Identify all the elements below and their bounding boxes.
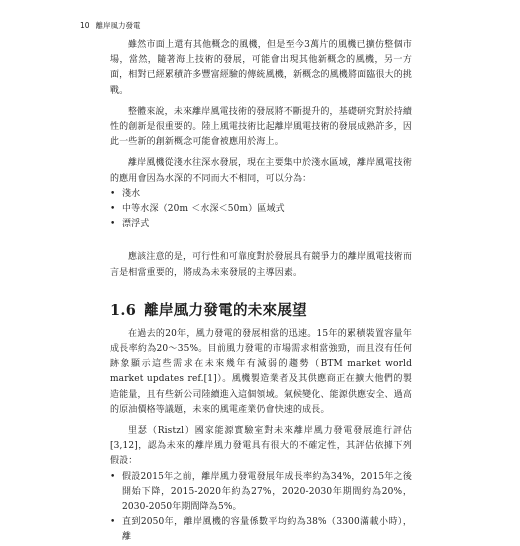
list-item: • 漂浮式 (110, 217, 412, 232)
running-title: 離岸風力發電 (95, 21, 141, 30)
list-item: • 中等水深（20m ＜水深＜50m）區域式 (110, 202, 412, 217)
bullet-icon: • (110, 204, 116, 215)
paragraph-new-concepts: 雖然市面上還有其他概念的風機，但是至今3萬片的風機已擴仿整個市場，當然，隨著海上技術的發展，可能會出現其他新概念的風機，另一方面，相對已經累積許多豐富經驗的傳統風機，新概念的風機將面臨很大的挑戰。 (110, 40, 412, 96)
running-header (80, 20, 141, 31)
bullet-icon: • (110, 188, 116, 199)
list-item: • 直到2050年，離岸風機的容量係數平均約為38%（3300滿載小時），離 (110, 517, 412, 543)
list-item: • 假設2015年之前，離岸風力發電發展年成長率約為34%，2015年之後開始下降，2015-2020年約為27%，2020-2030年期間約為20%，2030-2050年期間降為5%。 (110, 471, 412, 513)
paragraph-assessment: 里瑟（Ristzl）國家能源實驗室對未來離岸風力發電發展進行評估[3,12]，認為未來的離岸風力發電具有很大的不確定性，其評估依據下列假設： (110, 426, 412, 467)
section-heading (110, 301, 412, 321)
page-body (110, 38, 412, 546)
list-item: • 淺水 (110, 187, 412, 202)
section-number: 1.6 (110, 301, 137, 319)
bullet-icon: • (110, 471, 116, 482)
paragraph-market-growth: 在過去的20年，風力發電的發展相當的迅速。15年的累積裝置容量年成長率約為20～35%。目前風力發電的市場需求相當強勁，而且沒有任何跡象顯示這些需求在未來幾年有減弱的趨勢（BTM market world market updates ref.[1]）。風機製造業者及其供應商正在擴大他們的製造能量，且有些新公司陸續進入這個領域。氣候變化、能源供應安全、過高的原油價格等議題，未來的風電產業仍會快速的成長。 (110, 328, 412, 415)
paragraph-feasibility: 應該注意的是，可行性和可靠度對於發展具有競爭力的離岸風電技術而言是相當重要的，將成為未來發展的主導因素。 (110, 252, 412, 278)
assumption-list (110, 470, 412, 546)
paragraph-gap (110, 232, 412, 250)
paragraph-innovation: 整體來說，未來離岸風電技術的發展將不斷提升的，基礎研究對於持續性的創新是很重要的。陸上風電技術比起離岸風電技術的發展成熟許多，因此一些新的創新概念可能會被應用於海上。 (110, 106, 412, 148)
depth-list (110, 187, 412, 233)
bullet-icon: • (110, 517, 116, 528)
bullet-icon: • (110, 219, 116, 230)
paragraph-water-depth: 離岸風機從淺水往深水發展，現在主要集中於淺水區域，離岸風電技術的應用會因為水深的不同而大不相同，可以分為： (110, 158, 412, 184)
page-number: 10 (80, 21, 90, 30)
section-title: 離岸風力發電的未來展望 (144, 301, 307, 319)
